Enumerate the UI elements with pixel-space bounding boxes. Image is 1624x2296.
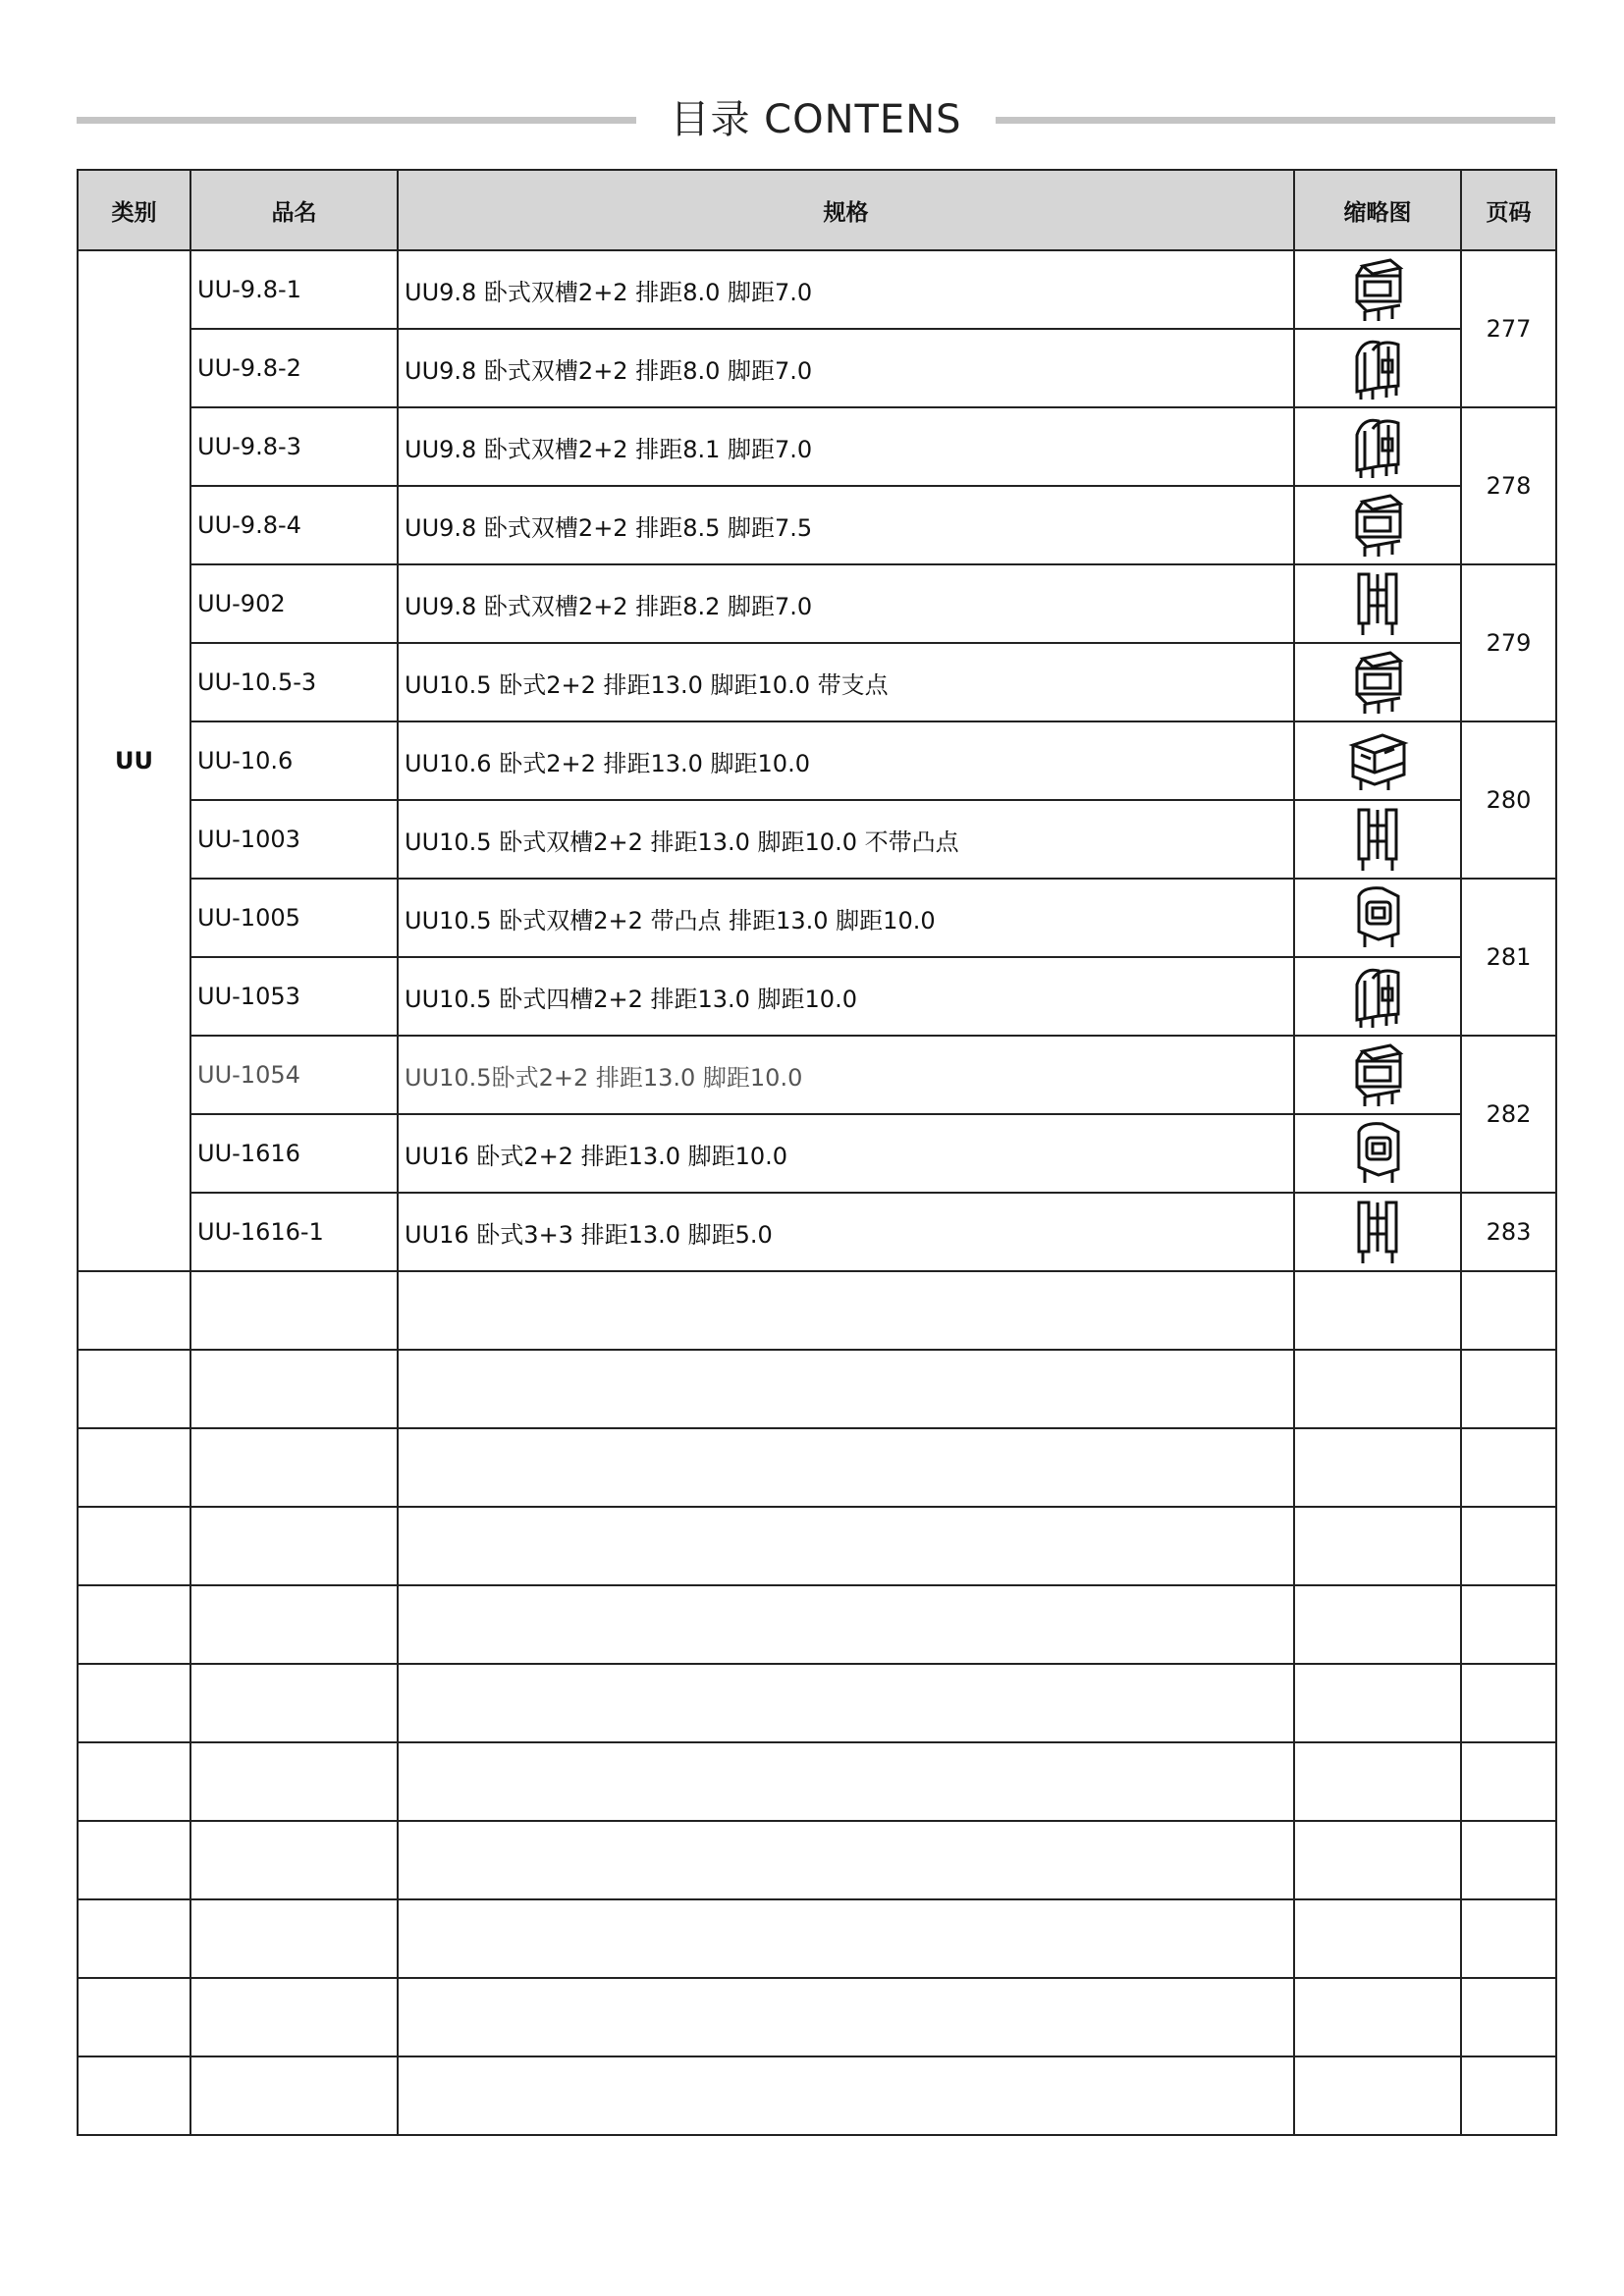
product-name: UU-1005 [190,879,398,957]
empty-cell [1461,1271,1556,1350]
empty-cell [1461,1428,1556,1507]
table-row[interactable] [78,486,1556,564]
product-spec: UU9.8 卧式双槽2+2 排距8.0 脚距7.0 [398,329,1294,407]
product-spec: UU9.8 卧式双槽2+2 排距8.5 脚距7.5 [398,486,1294,564]
empty-cell [398,1271,1294,1350]
bobbin-b-icon [1294,407,1461,486]
empty-cell [78,1350,190,1428]
bobbin-a-icon [1294,486,1461,564]
product-name: UU-9.8-1 [190,250,398,329]
header-category: 类别 [78,170,190,250]
empty-cell [190,1585,398,1664]
empty-cell [398,2056,1294,2135]
page-number: 280 [1461,721,1556,879]
empty-row [78,2056,1556,2135]
empty-cell [398,1899,1294,1978]
table-row[interactable] [78,800,1556,879]
table-row[interactable] [78,329,1556,407]
product-spec: UU9.8 卧式双槽2+2 排距8.1 脚距7.0 [398,407,1294,486]
product-spec: UU10.5卧式2+2 排距13.0 脚距10.0 [398,1036,1294,1114]
empty-row [78,1271,1556,1350]
product-spec: UU9.8 卧式双槽2+2 排距8.2 脚距7.0 [398,564,1294,643]
empty-cell [1294,1742,1461,1821]
bobbin-d-icon [1294,721,1461,800]
product-name: UU-1003 [190,800,398,879]
empty-cell [398,1742,1294,1821]
empty-cell [1294,1271,1461,1350]
empty-cell [1294,1978,1461,2056]
empty-row [78,1742,1556,1821]
empty-row [78,1821,1556,1899]
header-name: 品名 [190,170,398,250]
product-name: UU-10.6 [190,721,398,800]
product-name: UU-1616 [190,1114,398,1193]
product-name: UU-9.8-4 [190,486,398,564]
header-thumbnail: 缩略图 [1294,170,1461,250]
empty-cell [78,1664,190,1742]
product-spec: UU16 卧式2+2 排距13.0 脚距10.0 [398,1114,1294,1193]
empty-row [78,1428,1556,1507]
empty-cell [1461,1978,1556,2056]
table-row[interactable] [78,1193,1556,1271]
empty-cell [78,1978,190,2056]
product-spec: UU10.5 卧式双槽2+2 排距13.0 脚距10.0 不带凸点 [398,800,1294,879]
bobbin-e-icon [1294,1114,1461,1193]
title-rule-left [77,117,636,124]
empty-row [78,1507,1556,1585]
title-bar [77,90,1555,149]
empty-cell [1461,1742,1556,1821]
empty-cell [1294,1664,1461,1742]
empty-cell [78,1585,190,1664]
table-row[interactable] [78,879,1556,957]
empty-cell [78,1428,190,1507]
bobbin-b-icon [1294,329,1461,407]
product-name: UU-902 [190,564,398,643]
empty-cell [190,1742,398,1821]
empty-cell [190,1899,398,1978]
table-row[interactable] [78,250,1556,329]
table-row[interactable] [78,1114,1556,1193]
table-row[interactable] [78,407,1556,486]
product-name: UU-9.8-2 [190,329,398,407]
page-number: 277 [1461,250,1556,407]
empty-cell [78,1821,190,1899]
empty-cell [78,1899,190,1978]
empty-cell [1294,1821,1461,1899]
empty-cell [1461,1664,1556,1742]
empty-cell [190,1428,398,1507]
empty-cell [78,1507,190,1585]
header-spec: 规格 [398,170,1294,250]
empty-row [78,1350,1556,1428]
product-spec: UU9.8 卧式双槽2+2 排距8.0 脚距7.0 [398,250,1294,329]
table-header-row [78,170,1556,250]
bobbin-b-icon [1294,957,1461,1036]
table-row[interactable] [78,643,1556,721]
product-spec: UU10.5 卧式2+2 排距13.0 脚距10.0 带支点 [398,643,1294,721]
table-row[interactable] [78,957,1556,1036]
empty-cell [190,2056,398,2135]
empty-cell [78,1271,190,1350]
empty-row [78,1978,1556,2056]
empty-cell [1461,1899,1556,1978]
empty-cell [190,1821,398,1899]
empty-cell [1294,1428,1461,1507]
empty-cell [1461,2056,1556,2135]
empty-cell [1461,1585,1556,1664]
product-name: UU-1054 [190,1036,398,1114]
product-spec: UU16 卧式3+3 排距13.0 脚距5.0 [398,1193,1294,1271]
bobbin-e-icon [1294,879,1461,957]
page-number: 279 [1461,564,1556,721]
empty-cell [1461,1821,1556,1899]
empty-cell [398,1978,1294,2056]
empty-cell [190,1507,398,1585]
empty-cell [398,1821,1294,1899]
table-row[interactable] [78,564,1556,643]
empty-row [78,1664,1556,1742]
page-number: 282 [1461,1036,1556,1193]
product-name: UU-1616-1 [190,1193,398,1271]
product-spec: UU10.6 卧式2+2 排距13.0 脚距10.0 [398,721,1294,800]
page-number: 281 [1461,879,1556,1036]
empty-cell [78,2056,190,2135]
page-number: 278 [1461,407,1556,564]
page-number: 283 [1461,1193,1556,1271]
bobbin-a-icon [1294,250,1461,329]
contents-table [77,169,1557,2136]
empty-cell [1294,1507,1461,1585]
empty-cell [1294,1350,1461,1428]
product-spec: UU10.5 卧式四槽2+2 排距13.0 脚距10.0 [398,957,1294,1036]
page-title: 目录 CONTENS [670,97,962,142]
bobbin-c-icon [1294,564,1461,643]
empty-cell [398,1664,1294,1742]
title-rule-right [996,117,1555,124]
empty-row [78,1899,1556,1978]
bobbin-c-icon [1294,800,1461,879]
empty-cell [190,1271,398,1350]
empty-cell [190,1350,398,1428]
product-spec: UU10.5 卧式双槽2+2 带凸点 排距13.0 脚距10.0 [398,879,1294,957]
bobbin-c-icon [1294,1193,1461,1271]
category-cell: UU [78,250,190,1271]
header-page: 页码 [1461,170,1556,250]
bobbin-a-icon [1294,643,1461,721]
bobbin-a-icon [1294,1036,1461,1114]
table-row[interactable] [78,1036,1556,1114]
empty-cell [1294,2056,1461,2135]
table-row[interactable] [78,721,1556,800]
empty-cell [398,1585,1294,1664]
product-name: UU-10.5-3 [190,643,398,721]
empty-cell [398,1507,1294,1585]
empty-cell [398,1428,1294,1507]
empty-cell [1461,1507,1556,1585]
empty-cell [1461,1350,1556,1428]
empty-row [78,1585,1556,1664]
product-name: UU-1053 [190,957,398,1036]
empty-cell [398,1350,1294,1428]
empty-cell [1294,1585,1461,1664]
product-name: UU-9.8-3 [190,407,398,486]
empty-cell [190,1978,398,2056]
empty-cell [190,1664,398,1742]
empty-cell [78,1742,190,1821]
empty-cell [1294,1899,1461,1978]
